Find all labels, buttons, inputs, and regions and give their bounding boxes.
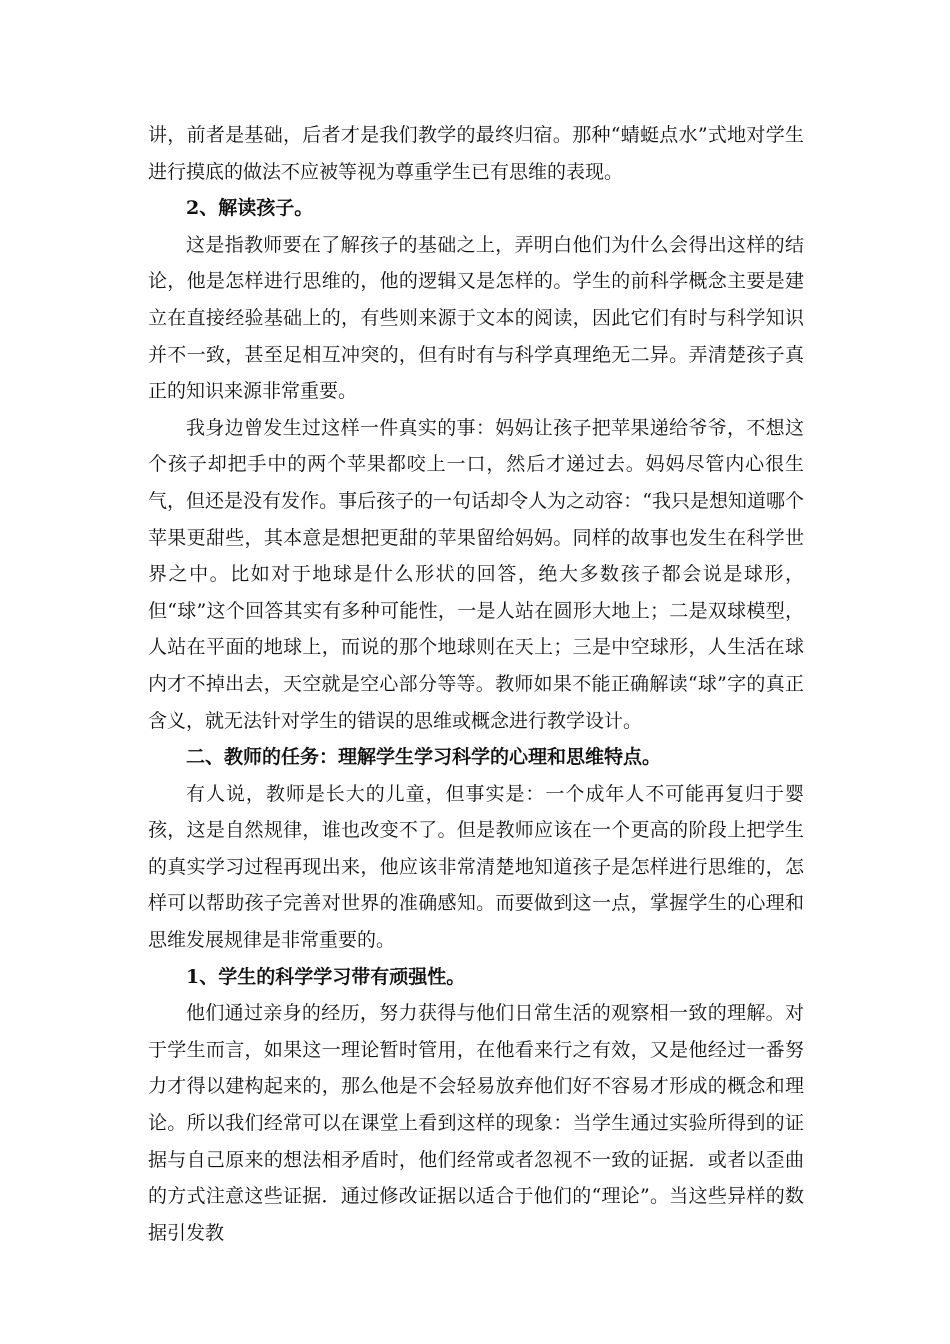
- section-heading-teacher-task: 二、教师的任务：理解学生学习科学的心理和思维特点。: [186, 746, 662, 769]
- document-body: [148, 117, 804, 1251]
- paragraph: 这是指教师要在了解孩子的基础之上，弄明白他们为什么会得出这样的结论，他是怎样进行思维的，他的逻辑又是怎样的。学生的前科学概念主要是建立在直接经验基础上的，有些则来源于文本的阅读，因此它们有时与科学知识并不一致，甚至足相互冲突的，但有时有与科学真理绝无二异。弄清楚孩子真正的知识来源非常重要。: [148, 233, 804, 403]
- paragraph: 我身边曾发生过这样一件真实的事：妈妈让孩子把苹果递给爷爷，不想这个孩子却把手中的两个苹果都咬上一口，然后才递过去。妈妈尽管内心很生气，但还是没有发作。事后孩子的一句话却令人为之动容：“我只是想知道哪个苹果更甜些，其本意是想把更甜的苹果留给妈妈。同样的故事也发生在科学世界之中。比如对于地球是什么形状的回答，绝大多数孩子都会说是球形，但“球”这个回答其实有多种可能性，一是人站在圆形大地上；二是双球模型，人站在平面的地球上，而说的那个地球则在天上；三是中空球形，人生活在球内才不掉出去，天空就是空心部分等等。教师如果不能正确解读“球”字的真正含义，就无法针对学生的错误的思维或概念进行教学设计。: [148, 416, 804, 732]
- section-heading-decode-children: 2、解读孩子。: [186, 197, 314, 220]
- paragraph: 有人说，教师是长大的儿童，但事实是：一个成年人不可能再复归于婴孩，这是自然规律，谁也改变不了。但是教师应该在一个更高的阶段上把学生的真实学习过程再现出来，他应该非常清楚地知道孩子是怎样进行思维的，怎样可以帮助孩子完善对世界的准确感知。而要做到这一点，掌握学生的心理和思维发展规律是非常重要的。: [148, 782, 804, 952]
- section-heading-stubbornness: 1、学生的科学学习带有顽强性。: [186, 965, 466, 988]
- paragraph: 他们通过亲身的经历，努力获得与他们日常生活的观察相一致的理解。对于学生而言，如果这一理论暂时管用，在他看来行之有效，又是他经过一番努力才得以建构起来的，那么他是不会轻易放弃他们好不容易才形成的概念和理论。所以我们经常可以在课堂上看到这样的现象：当学生通过实验所得到的证据与自己原来的想法相矛盾时，他们经常或者忽视不一致的证据．或者以歪曲的方式注意这些证据．通过修改证据以适合于他们的“理论”。当这些异样的数据引发教: [148, 1002, 804, 1244]
- paragraph-continued: 讲，前者是基础，后者才是我们教学的最终归宿。那种“蜻蜓点水”式地对学生进行摸底的做法不应被等视为尊重学生已有思维的表现。: [148, 124, 804, 183]
